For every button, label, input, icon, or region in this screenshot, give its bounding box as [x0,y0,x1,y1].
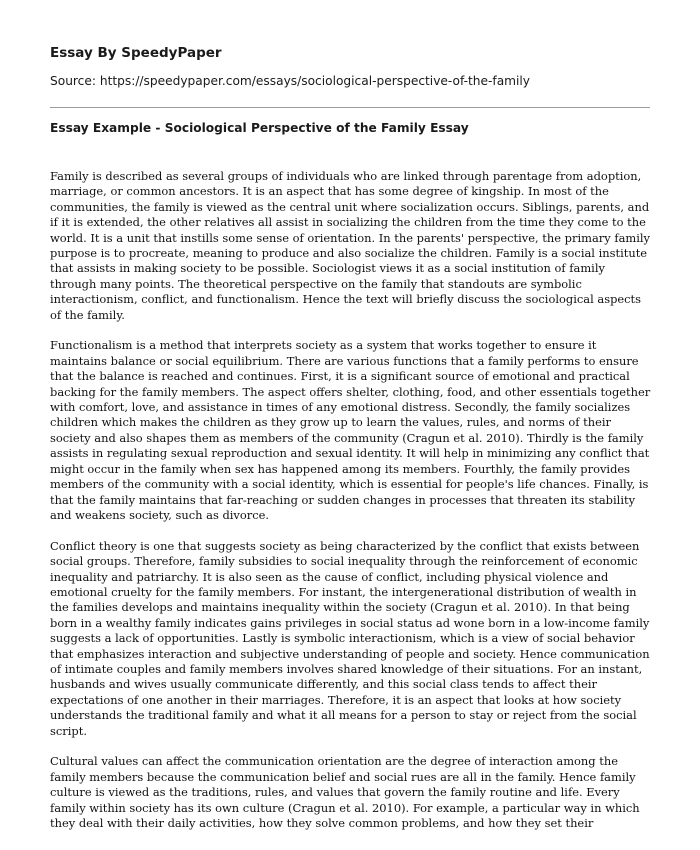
source-label: Source: [50,74,100,88]
source-line [50,74,530,88]
essay-title: Essay Example - Sociological Perspective of the Family Essay [50,121,469,135]
essay-body [50,169,652,847]
document-brand: Essay By SpeedyPaper [50,45,222,61]
essay-paragraph-2: Functionalism is a method that interprets society as a system that works together to ensure it maintains balance or social equilibrium. There are various functions that a family performs to ensure that the balance is reached and continues. First, it is a significant source of emotional and practical backing for the family members. The aspect offers shelter, clothing, food, and other essentials together with comfort, love, and assistance in times of any emotional distress. Secondly, the family socializes children which makes the children as they grow up to learn the values, rules, and norms of their society and also shapes them as members of the community (Cragun et al. 2010). Thirdly is the family assists in regulating sexual reproduction and sexual identity. It will help in minimizing any conflict that might occur in the family when sex has happened among its members. Fourthly, the family provides members of the community with a social identity, which is essential for people's life chances. Finally, is that the family maintains that far-reaching or sudden changes in processes that threaten its stability and weakens society, such as divorce. [50,338,651,522]
source-link[interactable]: https://speedypaper.com/essays/sociological-perspective-of-the-family [99,74,531,88]
essay-paragraph-4: Cultural values can affect the communication orientation are the degree of interaction among the family members because the communication belief and social rues are all in the family. Hence family culture is viewed as the traditions, rules, and values that govern the family routine and life. Every family within society has its own culture (Cragun et al. 2010). For example, a particular way in which they deal with their daily activities, how they solve common problems, and how they set their [50,754,640,831]
essay-paragraph-1: Family is described as several groups of individuals who are linked through parentage from adoption, marriage, or common ancestors. It is an aspect that has some degree of kingship. In most of the communities, the family is viewed as the central unit where socialization occurs. Siblings, parents, and if it is extended, the other relatives all assist in socializing the children from the time they come to the world. It is a unit that instills some sense of orientation. In the parents' perspective, the primary family purpose is to procreate, meaning to produce and also socialize the children. Family is a social institute that assists in making society to be possible. Sociologist views it as a social institution of family through many points. The theoretical perspective on the family that standouts are symbolic interactionism, conflict, and functionalism. Hence the text will briefly discuss the sociological aspects of the family. [50,169,651,322]
header-divider [50,107,650,108]
essay-paragraph-3: Conflict theory is one that suggests society as being characterized by the conflict that exists between social groups. Therefore, family subsidies to social inequality through the reinforcement of economic inequality and patriarchy. It is also seen as the cause of conflict, including physical violence and emotional cruelty for the family members. For instant, the intergenerational distribution of wealth in the families develops and maintains inequality within the society (Cragun et al. 2010). In that being born in a wealthy family indicates gains privileges in social status ad wone born in a low-income family suggests a lack of opportunities. Lastly is symbolic interactionism, which is a view of social behavior that emphasizes interaction and subjective understanding of people and society. Hence communication of intimate couples and family members involves shared knowledge of their situations. For an instant, husbands and wives usually communicate differently, and this social class tends to affect their expectations of one another in their marriages. Therefore, it is an aspect that looks at how society understands the traditional family and what it all means for a person to stay or reject from the social script. [50,538,650,738]
